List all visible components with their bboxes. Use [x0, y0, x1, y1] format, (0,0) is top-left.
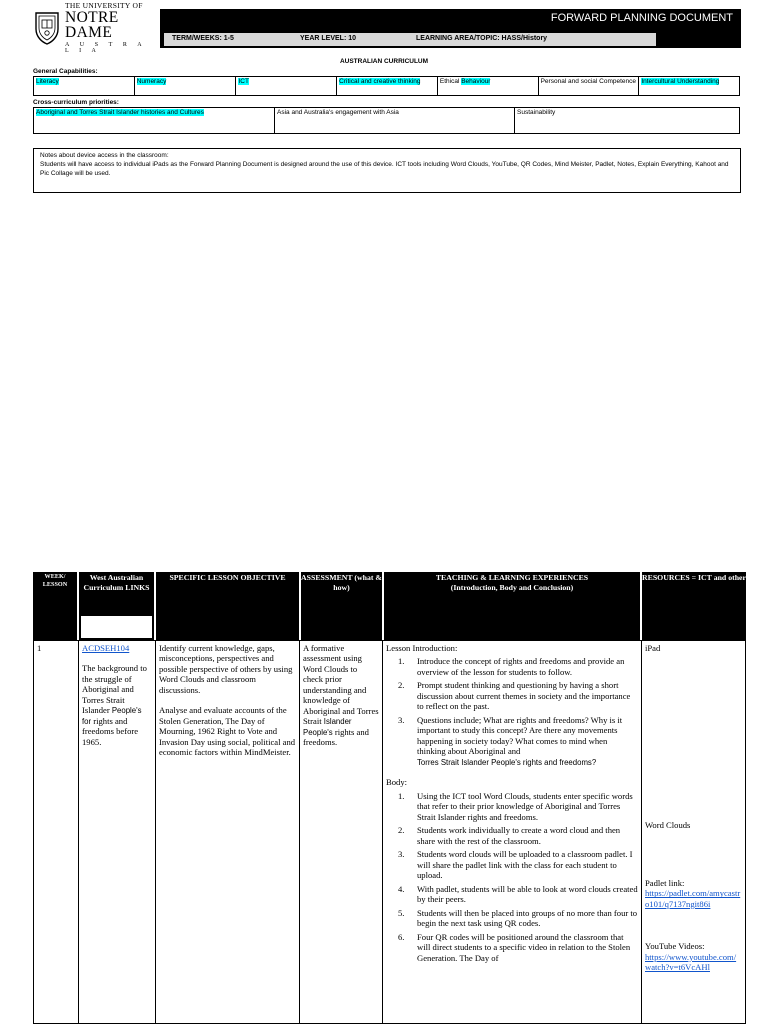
cell-assessment: A formative assessment using Word Clouds to check prior understanding and knowledge of Aboriginal and Torres Strait Islander People's rights and freedoms. [299, 640, 383, 1024]
header-resources: RESOURCES = ICT and other [642, 572, 746, 640]
notes-label: Notes about device access in the classroom: [40, 152, 169, 159]
logo-name-text: NOTRE DAME [65, 8, 119, 42]
body-step: 1. Using the ICT tool Word Clouds, students enter specific words that refer to their prior knowledge of Aboriginal and Torres Strait Islander rights and freedoms. [398, 790, 633, 822]
body-step: 2. Students work individually to create a word cloud and then share with the rest of the classroom. [398, 825, 621, 846]
body-list [386, 791, 638, 963]
ccp-aboriginal: Aboriginal and Torres Strait Islander histories and Cultures [34, 108, 275, 133]
intro-list [386, 656, 638, 767]
year-level: YEAR LEVEL: 10 [300, 35, 357, 42]
document-title: FORWARD PLANNING DOCUMENT [550, 12, 733, 24]
notes-text: Students will have access to individual iPads as the Forward Planning Document is designed around the use of this device. ICT tools including Word Clouds, YouTube, QR Codes, Mind Meister, Padlet, Notes, Explain Everything, Kahoot and Pic Collage will be used. [40, 160, 729, 177]
term-weeks: TERM/WEEKS: 1-5 [172, 35, 234, 42]
curriculum-description: The background to the struggle of Aboriginal and Torres Strait Islander People's for rights and freedoms before 1965. [82, 663, 147, 747]
general-capabilities-label: General Capabilities: [33, 68, 98, 75]
university-logo [33, 1, 157, 54]
body-label: Body: [386, 777, 408, 788]
curriculum-code-link[interactable]: ACDSEH104 [82, 643, 130, 653]
cross-curriculum-label: Cross-curriculum priorities: [33, 99, 119, 106]
header-curriculum-links: West Australian Curriculum LINKS [79, 572, 154, 640]
ccp-sustainability: Sustainability [517, 109, 556, 116]
body-step: 6. Four QR codes will be positioned around the classroom that will direct students to a specific video in relation to the Stolen Generation. The Day of [398, 931, 631, 963]
body-step: 4. With padlet, students will be able to look at word clouds created by their peers. [398, 883, 638, 905]
intro-step: 3. Questions include; What are rights and freedoms? Why is it important to study this concept? Are there any movements happening in society today? What comes to mind when thinking about Aboriginal and Torres Strait Islander People's rights and freedoms? [398, 714, 623, 767]
padlet-link[interactable]: https://padlet.com/amycastro101/q7137ngit86i [645, 888, 741, 909]
cross-curriculum-row [33, 107, 740, 134]
cap-literacy: Literacy [34, 77, 135, 95]
logo-country-text: A U S T R A L I A [65, 41, 146, 54]
cell-lesson-objective [155, 640, 300, 1024]
resource-word-clouds: Word Clouds [645, 820, 691, 831]
header-assessment: ASSESSMENT (what & how) [301, 572, 382, 640]
cell-resources [641, 640, 746, 1024]
youtube-label: YouTube Videos: [645, 941, 705, 952]
ccp-asia: Asia and Australia's engagement with Asia [275, 108, 515, 133]
logo-top-text: THE UNIVERSITY OF [65, 1, 143, 11]
resource-ipad: iPad [645, 643, 661, 653]
header-blank-cell [81, 616, 152, 638]
cap-ethical-behaviour: Ethical Behaviour [438, 77, 539, 95]
cap-personal-social: Personal and social Competence [539, 77, 640, 95]
cap-ict: ICT [236, 77, 337, 95]
cap-numeracy: Numeracy [135, 77, 237, 95]
header-teaching-learning: TEACHING & LEARNING EXPERIENCES (Introduction, Body and Conclusion) [384, 572, 640, 640]
header-week-lesson: WEEK/ LESSON [33, 572, 77, 640]
body-step: 5. Students will then be placed into groups of no more than four to begin the next task using QR codes. [398, 907, 638, 929]
learning-area: LEARNING AREA/TOPIC: HASS/History [416, 35, 548, 42]
general-capabilities-row [33, 76, 740, 96]
cell-week: 1 [33, 640, 79, 1024]
crest-icon [33, 11, 61, 45]
intro-label: Lesson Introduction: [386, 643, 458, 653]
lesson-table [33, 572, 746, 1024]
cap-intercultural: Intercultural Understanding [641, 78, 720, 85]
cell-teaching-learning [382, 640, 642, 1024]
curriculum-title: AUSTRALIAN CURRICULUM [339, 58, 429, 65]
youtube-link[interactable]: https://www.youtube.com/watch?v=t6VcAHl [645, 951, 737, 973]
cap-critical-thinking: Critical and creative thinking [337, 77, 438, 95]
cell-curriculum-link [78, 640, 156, 1024]
intro-step: 2. Prompt student thinking and questioning by having a short discussion about current themes in society and the importance to reflect on the past. [398, 680, 631, 712]
header-lesson-objective: SPECIFIC LESSON OBJECTIVE [156, 572, 299, 640]
intro-step: 1. Introduce the concept of rights and freedoms and provide an overview of the lesson for students to follow. [398, 656, 625, 677]
objective-2: Analyse and evaluate accounts of the Stolen Generation, The Day of Mourning, 1962 Right to Vote and Invasion Day using social, political and economic factors within MindMeister. [159, 705, 296, 758]
header-info-bar [164, 33, 656, 46]
body-step: 3. Students word clouds will be uploaded to a classroom padlet. I will share the padlet link with the class for each student to upload. [398, 849, 633, 881]
device-access-notes [33, 148, 741, 193]
objective-1: Identify current knowledge, gaps, misconceptions, perspectives and possible perspective of others by using Word Clouds and classroom discussions. [159, 643, 293, 695]
padlet-label: Padlet link: [645, 877, 685, 888]
